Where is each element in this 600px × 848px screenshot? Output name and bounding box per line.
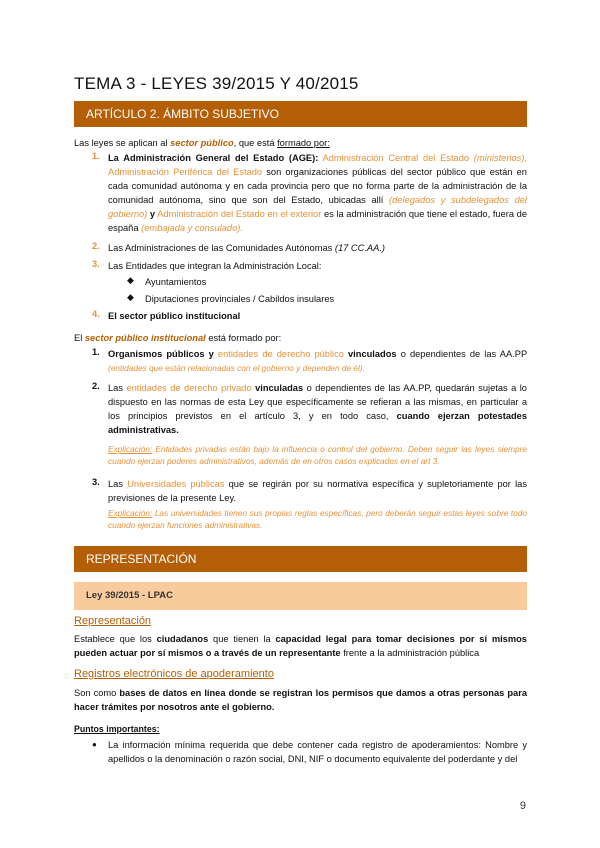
exterior-label: Administración del Estado en el exterior <box>157 209 322 219</box>
organismos-note: (entidades que están relacionadas con el gobierno y dependen de él). <box>108 363 365 373</box>
univ-explicacion <box>108 507 527 531</box>
univ-pre: Las <box>108 479 123 489</box>
vinculadas-label: vinculadas <box>255 383 304 393</box>
list1-item-2 <box>108 241 527 255</box>
ccaa-count: (17 CC.AA.) <box>334 243 386 253</box>
list2-number-1: 1. <box>92 347 100 357</box>
explicacion-text: Entidades privadas están bajo la influencia o control del gobierno. Deben seguir las leyes siempre cuando ejerzan poderes administrativos, además de en otros casos explicados en el art 3. <box>108 444 527 466</box>
intro-highlight: sector público <box>170 138 234 148</box>
explicacion-text: Las universidades tienen sus propias reglas específicas, pero deberán seguir estas leyes sobre todo cuando ejerzan funciones administrativas. <box>108 508 527 530</box>
list1-item-1 <box>108 151 527 235</box>
registros-paragraph <box>74 686 527 714</box>
organismos-label: Organismos públicos y <box>108 349 214 359</box>
privado-desc: o dependientes de las AA.PP, quedarán sujetas a lo dispuesto en las normas de esta Ley que específicamente se refieran a las mismas, en particular a los principios previstos en el artículo 3, y en todo caso, <box>108 383 527 421</box>
list2-item-3 <box>108 477 527 505</box>
rep-a: Establece que los <box>74 634 152 644</box>
list1-sub-2: Diputaciones provinciales / Cabildos insulares <box>145 294 335 304</box>
vinculados-label: vinculados <box>348 349 397 359</box>
puntos-label: Puntos importantes: <box>74 724 160 734</box>
rep-e: frente a la administración pública <box>343 648 480 658</box>
potestades-label: cuando ejerzan potestades administrativas. <box>108 411 528 435</box>
list2-number-2: 2. <box>92 381 100 391</box>
delegados-label: (delegados y subdelegados del gobierno) <box>108 195 527 219</box>
list1-number-1: 1. <box>92 151 100 161</box>
inst-highlight: sector público institucional <box>84 333 206 343</box>
rep-c: que tienen la <box>213 634 271 644</box>
intro-text-2: , que está <box>233 138 278 148</box>
universidades-label: Universidades públicas <box>127 479 225 489</box>
reg-b: bases de datos en línea donde se registran los permisos que damos a otras personas para hacer trámites por nosotros ante el gobierno. <box>74 688 527 712</box>
section-band-representacion: REPRESENTACIÓN <box>74 546 527 572</box>
privado-pre: Las <box>108 383 123 393</box>
intro-text: Las leyes se aplican al <box>74 138 171 148</box>
intro-underline: formado por: <box>277 138 330 148</box>
derecho-privado-label: entidades de derecho privado <box>126 383 252 393</box>
list2-number-3: 3. <box>92 477 100 487</box>
ccaa-label: Las Administraciones de las Comunidades Autónomas <box>108 243 333 253</box>
embajada-label: (embajada y consulado). <box>141 223 243 233</box>
list1-item-4: El sector público institucional <box>108 311 241 321</box>
law-subband: Ley 39/2015 - LPAC <box>74 582 527 610</box>
registros-heading: Registros electrónicos de apoderamiento <box>74 668 274 680</box>
derecho-publico-label: entidades de derecho público <box>217 349 344 359</box>
conj-y: y <box>149 209 156 219</box>
diamond-bullet-icon: ◆ <box>127 275 134 285</box>
list1-number-2: 2. <box>92 241 100 251</box>
explicacion-label: Explicación: <box>108 508 153 518</box>
organismos-desc: o dependientes de las AA.PP <box>400 349 527 359</box>
list1-number-3: 3. <box>92 259 100 269</box>
periferica-desc: son organizaciones públicas del sector público que están en cada comunidad autónoma y en cada provincia pero que no forma parte de la administración de la comunidad autónoma, sino que son del Estado, ubicadas allí <box>108 167 527 205</box>
page-number: 9 <box>519 800 526 812</box>
puntos-bullet-1: La información mínima requerida que debe contener cada registro de apoderamientos: Nombre y apellidos o la denominación o razón social, DNI, NIF o documento equivalente del poderdante y del <box>108 740 527 764</box>
rep-capacidad: capacidad legal para tomar decisiones por sí mismos pueden actuar por sí mismos o a través de un representante <box>74 634 527 658</box>
institucional-intro <box>74 331 527 345</box>
explicacion-label: Explicación: <box>108 444 153 454</box>
page-title: TEMA 3 - LEYES 39/2015 Y 40/2015 <box>74 74 359 93</box>
intro-line <box>74 136 527 150</box>
ministerios-label: (ministerios), <box>473 153 527 163</box>
exterior-desc: es la administración que tiene el estado, fuera de españa <box>108 209 527 233</box>
central-label: Administración Central del Estado <box>322 153 470 163</box>
age-label: La Administración General del Estado (AGE): <box>108 153 319 163</box>
section-band-ambito: ARTÍCULO 2. ÁMBITO SUBJETIVO <box>74 101 527 127</box>
representacion-heading: Representación <box>74 615 152 627</box>
list2-item-2 <box>108 381 527 437</box>
diamond-bullet-icon: ◆ <box>127 292 134 302</box>
inst-text: El <box>74 333 85 343</box>
inst-text-2: está formado por: <box>205 333 282 343</box>
list1-item-3: Las Entidades que integran la Administración Local: <box>108 261 322 271</box>
representacion-paragraph <box>74 632 527 660</box>
round-bullet-icon: ● <box>92 740 97 749</box>
reg-a: Son como <box>74 688 117 698</box>
periferica-label: Administración Periférica del Estado <box>108 167 263 177</box>
list2-item-1 <box>108 347 527 375</box>
rep-ciudadanos: ciudadanos <box>156 634 209 644</box>
list1-sub-1: Ayuntamientos <box>145 277 207 287</box>
privado-explicacion <box>108 443 527 467</box>
list1-number-4: 4. <box>92 309 100 319</box>
univ-desc: que se regirán por su normativa específica y supletoriamente por las previsiones de la presente Ley. <box>108 479 527 503</box>
